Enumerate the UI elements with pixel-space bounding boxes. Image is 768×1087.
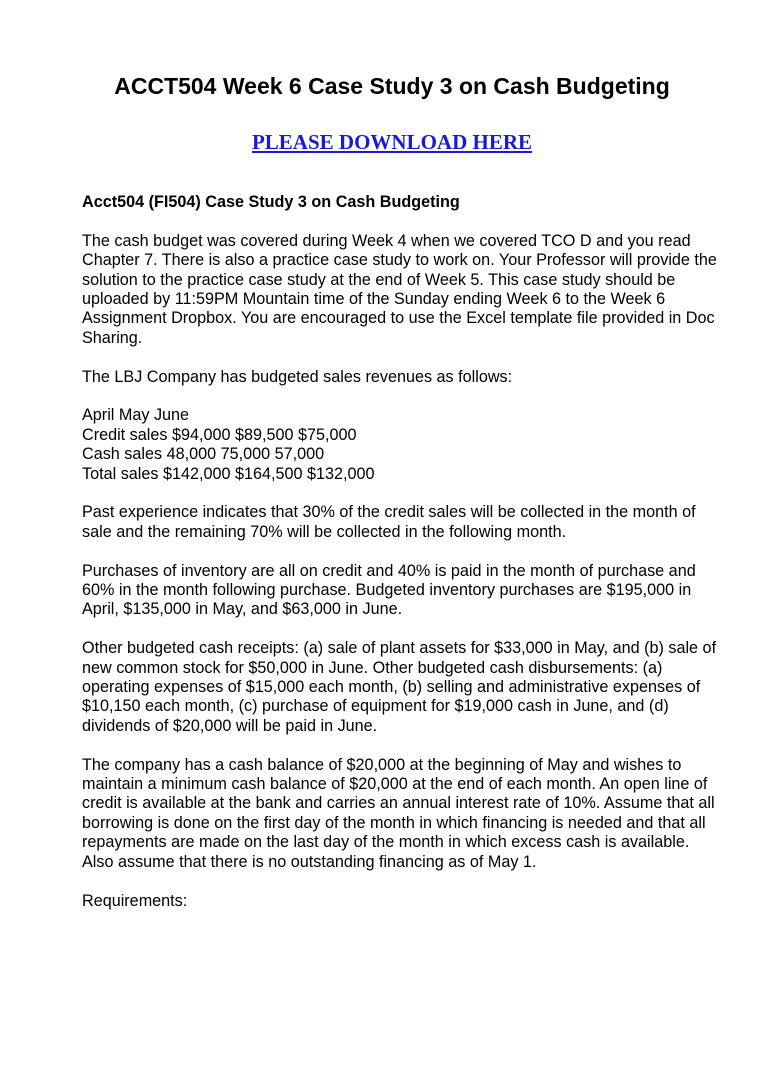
sales-intro-paragraph: The LBJ Company has budgeted sales revenues as follows: <box>82 367 513 386</box>
financing-paragraph: The company has a cash balance of $20,000 at the beginning of May and wishes to maintain a minimum cash balance of $20,000 at the end of each month. An open line of credit is available at the bank and carries an annual interest rate of 10%. Assume that all borrowing is done on the first day of the month in which financing is needed and that all repayments are made on the last day of the month in which excess cash is available. Also assume that there is no outstanding financing as of May 1. <box>82 755 715 871</box>
sales-line-cash: Cash sales 48,000 75,000 57,000 <box>82 445 325 464</box>
download-link[interactable]: PLEASE DOWNLOAD HERE <box>251 130 533 154</box>
document-title: ACCT504 Week 6 Case Study 3 on Cash Budgeting <box>114 73 670 99</box>
sales-figures <box>82 406 722 484</box>
other-items-paragraph: Other budgeted cash receipts: (a) sale of plant assets for $33,000 in May, and (b) sale of new common stock for $50,000 in June. Other budgeted cash disbursements: (a) operating expenses of $15,000 each month, (b) selling and administrative expenses of $10,150 each month, (c) purchase of equipment for $19,000 cash in June, and (d) dividends of $20,000 will be paid in June. <box>82 639 717 735</box>
sales-line-total: Total sales $142,000 $164,500 $132,000 <box>82 464 375 483</box>
requirements-label: Requirements: <box>82 891 188 910</box>
sales-line-credit: Credit sales $94,000 $89,500 $75,000 <box>82 425 357 444</box>
sales-line-months: April May June <box>82 406 190 425</box>
section-heading: Acct504 (FI504) Case Study 3 on Cash Budgeting <box>82 193 460 211</box>
purchases-paragraph: Purchases of inventory are all on credit and 40% is paid in the month of purchase and 60% in the month following purchase. Budgeted inventory purchases are $195,000 in April, $135,000 in May, and $63,000 in June. <box>82 561 696 619</box>
collections-paragraph: Past experience indicates that 30% of the credit sales will be collected in the month of sale and the remaining 70% will be collected in the following month. <box>82 503 696 541</box>
document-page <box>82 72 722 911</box>
intro-paragraph: The cash budget was covered during Week 4 when we covered TCO D and you read Chapter 7. There is also a practice case study to work on. Your Professor will provide the solution to the practice case study at the end of Week 5. This case study should be uploaded by 11:59PM Mountain time of the Sunday ending Week 6 to the Week 6 Assignment Dropbox. You are encouraged to use the Excel template file provided in Doc Sharing. <box>82 231 717 347</box>
